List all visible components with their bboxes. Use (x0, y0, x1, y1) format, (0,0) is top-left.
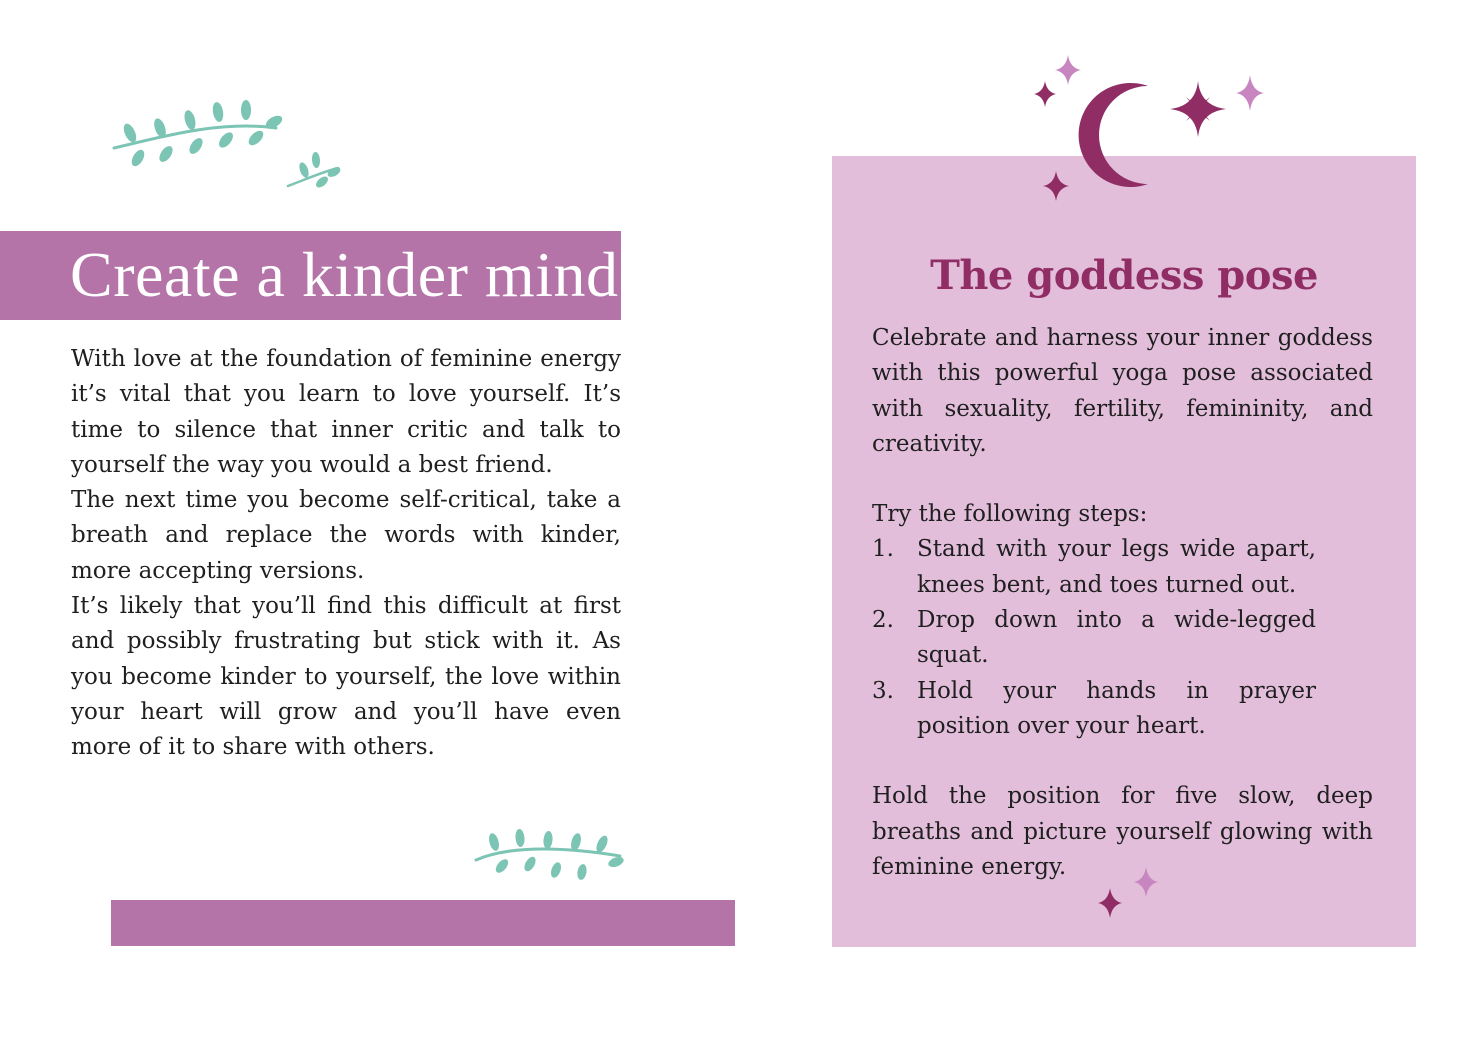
page-title: Create a kinder mind (70, 239, 619, 310)
sparkle-star-icon (1236, 75, 1264, 111)
paragraph: It’s likely that you’ll find this difficult at first and possibly frustrating but stick with it. As you become kinder to yourself, the love within your heart will grow and you’ll have even more of it to share with others. (71, 593, 621, 761)
sparkle-star-icon (1043, 171, 1069, 201)
sparkle-star-icon (1055, 55, 1081, 85)
step-text: Hold your hands in prayer position over your heart. (917, 677, 1316, 739)
sparkle-star-icon (1170, 81, 1226, 137)
crescent-moon-icon (1072, 80, 1152, 190)
step-number: 3. (872, 677, 894, 704)
sparkle-star-icon (1034, 81, 1056, 107)
paragraph: The next time you become self-critical, take a breath and replace the words with kinder, more accepting versions. (71, 487, 621, 584)
sparkle-star-icon (1134, 867, 1158, 897)
bottom-band (111, 900, 735, 946)
goddess-pose-card (832, 156, 1416, 947)
steps-heading: Try the following steps: (872, 501, 1148, 528)
closing-text: Hold the position for five slow, deep breaths and picture yourself glowing with feminine energy. (872, 783, 1373, 880)
step-number: 2. (872, 607, 894, 634)
card-body (872, 321, 1373, 885)
paragraph: With love at the foundation of feminine energy it’s vital that you learn to love yourself. It’s time to silence that inner critic and talk to yourself the way you would a best friend. (71, 346, 621, 478)
list-item (872, 603, 1316, 674)
list-item (872, 674, 1316, 745)
step-text: Drop down into a wide-legged squat. (917, 607, 1316, 669)
steps-list (872, 532, 1316, 744)
body-text (71, 342, 621, 766)
leaf-sprig-icon (108, 98, 283, 173)
step-number: 1. (872, 536, 894, 563)
step-text: Stand with your legs wide apart, knees bent, and toes turned out. (917, 536, 1316, 598)
list-item (872, 532, 1316, 603)
leaf-sprig-icon (472, 826, 624, 884)
card-title: The goddess pose (930, 252, 1318, 299)
small-leaf-sprig-icon (284, 150, 344, 192)
title-band (0, 231, 621, 320)
intro-text: Celebrate and harness your inner goddess with this powerful yoga pose associated with sexuality, fertility, femininity, and creativity. (872, 325, 1373, 457)
sparkle-star-icon (1098, 888, 1122, 918)
